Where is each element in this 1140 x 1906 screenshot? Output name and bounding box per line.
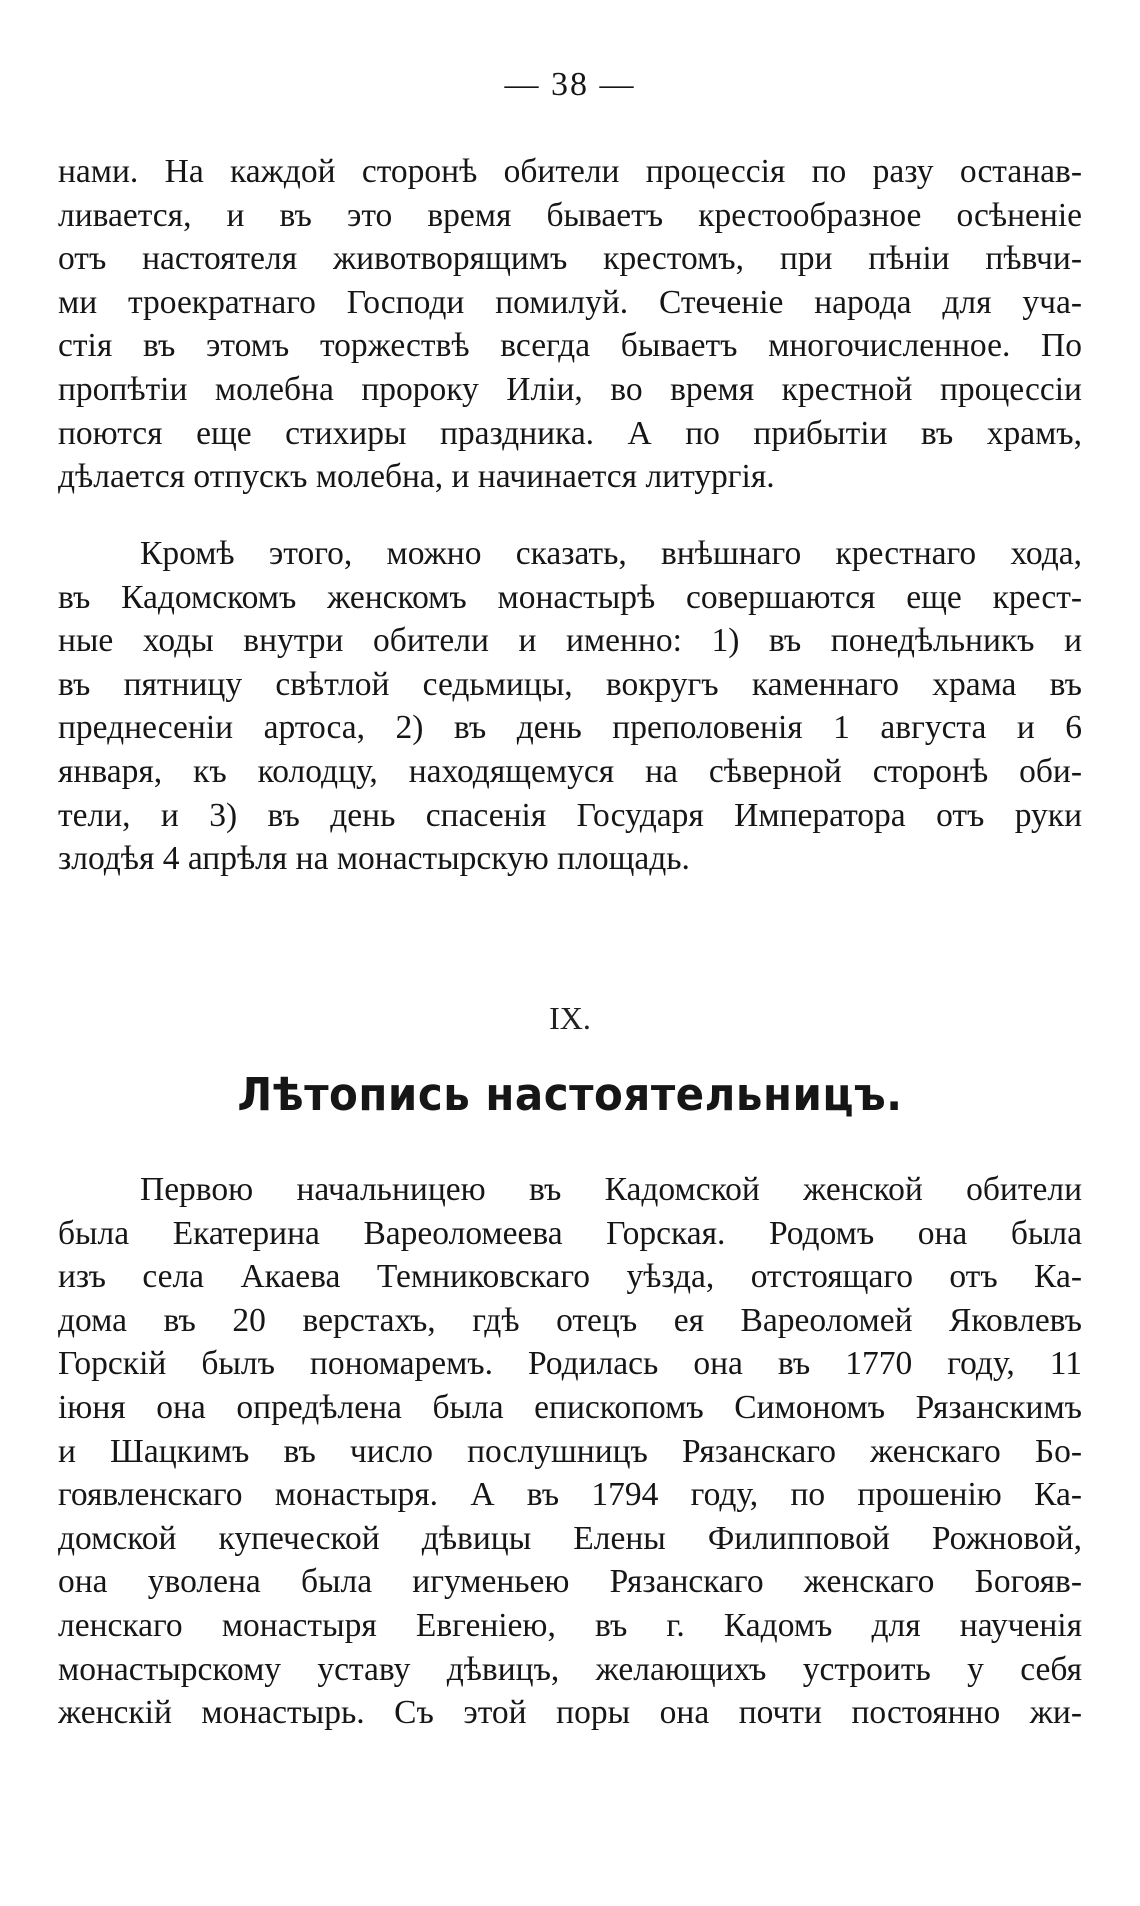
text-line: женскій монастырь. Съ этой поры она почти постоянно жи- bbox=[58, 1694, 1082, 1732]
text-line: гоявленскаго монастыря. А въ 1794 году, по прошенію Ка- bbox=[58, 1476, 1082, 1514]
show-through-texture bbox=[58, 902, 1082, 1074]
text-line: ные ходы внутри обители и именно: 1) въ понедѣльникъ и bbox=[58, 622, 1082, 660]
text-line: монастырскому уставу дѣвицъ, желающихъ устроить у себя bbox=[58, 1650, 1082, 1688]
text-line: нами. На каждой сторонѣ обители процессія по разу останав- bbox=[58, 153, 1082, 190]
text-line: ливается, и въ это время бываетъ крестообразное осѣненіе bbox=[58, 196, 1082, 234]
text-line: января, къ колодцу, находящемуся на сѣверной сторонѣ оби- bbox=[58, 752, 1082, 790]
text-line: въ пятницу свѣтлой седьмицы, вокругъ каменнаго храма въ bbox=[58, 665, 1082, 703]
text-line: и Шацкимъ въ число послушницъ Рязанскаго женскаго Бо- bbox=[58, 1432, 1082, 1470]
paragraph-procession bbox=[58, 150, 1082, 499]
text-line: ленскаго монастыря Евгеніею, въ г. Кадомъ для наученія bbox=[58, 1606, 1082, 1644]
text-line: злодѣя 4 апрѣля на монастырскую площадь. bbox=[58, 840, 690, 878]
text-line: пропѣтіи молебна пророку Иліи, во время крестной процессіи bbox=[58, 370, 1082, 408]
heading-text: Лѣтопись настоятельницъ. bbox=[237, 1068, 903, 1121]
text-line: она уволена была игуменьею Рязанскаго женскаго Богояв- bbox=[58, 1563, 1082, 1601]
text-line: въ Кадомскомъ женскомъ монастырѣ совершаются еще крест- bbox=[58, 578, 1082, 616]
text-line: домской купеческой дѣвицы Елены Филипповой Рожновой, bbox=[58, 1519, 1082, 1557]
text-line: ми троекратнаго Господи помилуй. Стеченіе народа для уча- bbox=[58, 283, 1082, 321]
text-line: Кромѣ этого, можно сказать, внѣшнаго крестнаго хода, bbox=[140, 535, 1082, 572]
paragraph-chronicle bbox=[58, 1168, 1082, 1735]
text-line: преднесеніи артоса, 2) въ день преполовенія 1 августа и 6 bbox=[58, 709, 1082, 747]
text-line: изъ села Акаева Темниковскаго уѣзда, отстоящаго отъ Ка- bbox=[58, 1258, 1082, 1296]
page-number: — 38 — bbox=[504, 66, 636, 103]
text-line: дома въ 20 верстахъ, гдѣ отецъ ея Вареоломей Яковлевъ bbox=[58, 1301, 1082, 1339]
text-line: тели, и 3) въ день спасенія Государя Императора отъ руки bbox=[58, 796, 1082, 834]
text-line: Первою начальницею въ Кадомской женской обители bbox=[140, 1171, 1082, 1208]
text-line: іюня она опредѣлена была епископомъ Симономъ Рязанскимъ bbox=[58, 1388, 1082, 1426]
section-number: IX. bbox=[549, 1000, 591, 1036]
text-line: была Екатерина Вареоломеева Горская. Родомъ она была bbox=[58, 1214, 1082, 1252]
text-line: стія въ этомъ торжествѣ всегда бываетъ многочисленное. По bbox=[58, 327, 1082, 365]
text-line: Горскій былъ пономаремъ. Родилась она въ 1770 году, 11 bbox=[58, 1345, 1082, 1383]
text-line: отъ настоятеля животворящимъ крестомъ, при пѣніи пѣвчи- bbox=[58, 240, 1082, 278]
section-heading bbox=[0, 1068, 1140, 1121]
text-line: поются еще стихиры праздника. А по прибытіи въ храмъ, bbox=[58, 414, 1082, 452]
text-line: дѣлается отпускъ молебна, и начинается литургія. bbox=[58, 458, 775, 496]
paragraph-internal-processions bbox=[58, 532, 1082, 881]
